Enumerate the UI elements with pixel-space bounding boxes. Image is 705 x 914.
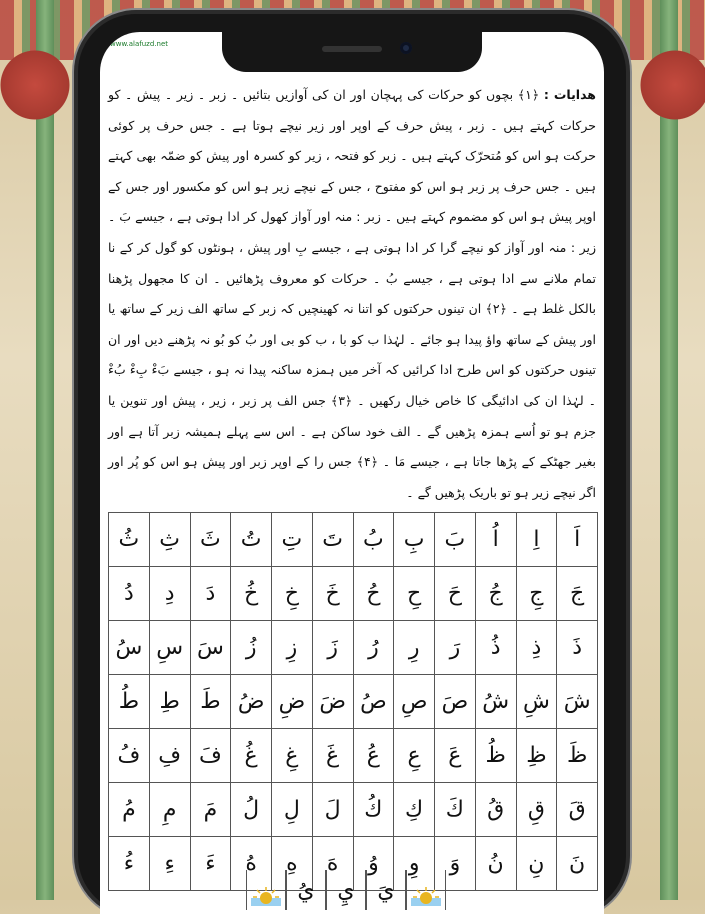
letter-cell: ضَ: [312, 675, 353, 729]
letter-cell: خُ: [231, 567, 272, 621]
letter-cell: بُ: [353, 513, 394, 567]
letter-cell: تَ: [312, 513, 353, 567]
letter-cell: غُ: [231, 729, 272, 783]
letter-cell: سِ: [149, 621, 190, 675]
letter-cell: حِ: [394, 567, 435, 621]
letter-cell: غَ: [312, 729, 353, 783]
letter-cell: عُ: [353, 729, 394, 783]
letter-cell: نُ: [475, 837, 516, 891]
instructions-text: [108, 80, 596, 500]
letter-cell: وَ: [435, 837, 476, 891]
letter-cell: هِ: [272, 837, 313, 891]
letter-cell: طِ: [149, 675, 190, 729]
letters-grid: [108, 512, 598, 891]
letters-row: [109, 513, 598, 567]
letter-cell: نِ: [516, 837, 557, 891]
letter-cell: ضُ: [231, 675, 272, 729]
letter-cell: كَ: [435, 783, 476, 837]
letter-cell: وُ: [353, 837, 394, 891]
letter-cell: مَ: [190, 783, 231, 837]
letter-cell: دَ: [190, 567, 231, 621]
letter-cell: تُ: [231, 513, 272, 567]
letters-row: [109, 675, 598, 729]
letter-cell: حَ: [435, 567, 476, 621]
letter-cell: سُ: [109, 621, 150, 675]
background-flowers-left: [0, 40, 70, 130]
letter-cell: اِ: [516, 513, 557, 567]
letter-cell: نَ: [557, 837, 598, 891]
background-pillar-left: [36, 0, 54, 900]
letter-cell: شَ: [557, 675, 598, 729]
bottom-letter-2: يِ: [326, 870, 366, 910]
letter-cell: ظِ: [516, 729, 557, 783]
instructions-heading: ھدایات :: [543, 87, 596, 102]
letter-cell: هُ: [231, 837, 272, 891]
letter-cell: ثُ: [109, 513, 150, 567]
letter-cell: ظَ: [557, 729, 598, 783]
letter-cell: صَ: [435, 675, 476, 729]
phone-notch: [222, 32, 482, 72]
letter-cell: زُ: [231, 621, 272, 675]
letter-cell: رِ: [394, 621, 435, 675]
letters-row: [109, 567, 598, 621]
background-flowers-right: [640, 40, 705, 130]
letter-cell: مُ: [109, 783, 150, 837]
bottom-letter-3: يُ: [286, 870, 326, 910]
speaker-grille: [322, 46, 382, 52]
letter-cell: خِ: [272, 567, 313, 621]
letter-cell: زَ: [312, 621, 353, 675]
letter-cell: ذِ: [516, 621, 557, 675]
letter-cell: وِ: [394, 837, 435, 891]
bottom-letters-row: [246, 870, 446, 910]
letter-cell: كِ: [394, 783, 435, 837]
camera-icon: [400, 42, 412, 54]
letter-cell: كُ: [353, 783, 394, 837]
letter-cell: ءَ: [190, 837, 231, 891]
letter-cell: فِ: [149, 729, 190, 783]
letter-cell: رَ: [435, 621, 476, 675]
bottom-letter-1: يَ: [366, 870, 406, 910]
letter-cell: قِ: [516, 783, 557, 837]
letter-cell: بِ: [394, 513, 435, 567]
letter-cell: عِ: [394, 729, 435, 783]
letter-cell: جُ: [475, 567, 516, 621]
letters-table: [108, 512, 598, 891]
letter-cell: هَ: [312, 837, 353, 891]
letter-cell: زِ: [272, 621, 313, 675]
letter-cell: جَ: [557, 567, 598, 621]
letter-cell: صُ: [353, 675, 394, 729]
letter-cell: غِ: [272, 729, 313, 783]
letter-cell: فَ: [190, 729, 231, 783]
letter-cell: سَ: [190, 621, 231, 675]
site-url[interactable]: www.alafuzd.net: [110, 40, 169, 48]
letter-cell: ذُ: [475, 621, 516, 675]
letter-cell: جِ: [516, 567, 557, 621]
letter-cell: لُ: [231, 783, 272, 837]
sun-icon-left: [246, 870, 286, 910]
letter-cell: تِ: [272, 513, 313, 567]
letter-cell: قَ: [557, 783, 598, 837]
letter-cell: لَ: [312, 783, 353, 837]
letter-cell: ءُ: [109, 837, 150, 891]
letter-cell: لِ: [272, 783, 313, 837]
instructions-paragraph: ﴿۱﴾ بچوں کو حرکات کی پہچان اور ان کی آوازیں بتائیں ۔ زبر ۔ زیر ۔ پیش ۔ کو حرکات کہتے ہیں ۔ زبر ، پیش حرف کے اوپر اور زیر نیچے ہوتا ہے ۔ جس حرف پر کوئی حرکت ہو اس کو مُتحرّک کہتے ہیں ۔ زبر کو فتحہ ، زیر کو کسرہ اور پیش کو ضمّہ بھی کہتے ہیں ۔ جس حرف پر زبر ہو اس کو مفتوح ، جس کے نیچے زیر ہو اس کو مکسور اور جس کے اوپر پیش ہو اس کو مضموم کہتے ہیں ۔ زبر : منہ اور آواز کھول کر ادا ہوتی ہے ، جیسے بَ ۔ زیر : منہ اور آواز کو نیچے گرا کر ادا ہوتی ہے ، جیسے بِ اور پیش ، ہونٹوں کو گول کر کے نا تمام ملانے سے ادا ہوتی ہے ، جیسے بُ ۔ حرکات کو معروف پڑھائیں ۔ ان کا مجھول پڑھنا بالکل غلط ہے ۔ ﴿۲﴾ ان تینوں حرکتوں کو اتنا نہ کھینچیں کہ زبر کے ساتھ الف زیر کے ساتھ یا اور پیش کے ساتھ واؤ پیدا ہو جائے ۔ لہٰذا ب کو با ، ب کو بی اور بُ کو بُو نہ پڑھنے دیں اور ان تینوں حرکتوں کو اس طرح ادا کرائیں کہ آخر میں ہمزہ ساکنہ پیدا نہ ہو ، جیسے بَءْ بِءْ بُءْ ۔ لہٰذا ان کی ادائیگی کا خاص خیال رکھیں ۔ ﴿۳﴾ جس الف پر زبر ، زیر ، پیش اور تنوین یا جزم ہو تو اُسے ہمزہ پڑھیں گے ۔ الف خود ساکن ہے ۔ اس سے پہلے ہمیشہ زبر آتا ہے اور بغیر جھٹکے کے پڑھا جاتا ہے ، جیسے مَا ۔ ﴿۴﴾ جس را کے اوپر زبر اور پیش ہو اس کو پُر اور اگر نیچے زیر ہو تو باریک پڑھیں گے ۔: [108, 87, 596, 500]
background-pillar-right: [660, 0, 678, 900]
phone-screen: [100, 32, 604, 914]
letter-cell: طَ: [190, 675, 231, 729]
letter-cell: طُ: [109, 675, 150, 729]
letter-cell: ضِ: [272, 675, 313, 729]
letter-cell: صِ: [394, 675, 435, 729]
letter-cell: ذَ: [557, 621, 598, 675]
letters-row: [109, 729, 598, 783]
letter-cell: حُ: [353, 567, 394, 621]
letters-row: [109, 621, 598, 675]
letter-cell: اُ: [475, 513, 516, 567]
letter-cell: فُ: [109, 729, 150, 783]
letter-cell: عَ: [435, 729, 476, 783]
sun-icon-right: [406, 870, 446, 910]
letter-cell: خَ: [312, 567, 353, 621]
letter-cell: اَ: [557, 513, 598, 567]
letter-cell: دِ: [149, 567, 190, 621]
letter-cell: دُ: [109, 567, 150, 621]
letter-cell: رُ: [353, 621, 394, 675]
letter-cell: ءِ: [149, 837, 190, 891]
letter-cell: ثِ: [149, 513, 190, 567]
letter-cell: شُ: [475, 675, 516, 729]
letter-cell: بَ: [435, 513, 476, 567]
letter-cell: مِ: [149, 783, 190, 837]
sun-icon: [251, 886, 281, 906]
letter-cell: شِ: [516, 675, 557, 729]
sun-icon: [411, 886, 441, 906]
letter-cell: قُ: [475, 783, 516, 837]
phone-frame: [78, 14, 626, 914]
letter-cell: ثَ: [190, 513, 231, 567]
letter-cell: ظُ: [475, 729, 516, 783]
letters-row: [109, 783, 598, 837]
